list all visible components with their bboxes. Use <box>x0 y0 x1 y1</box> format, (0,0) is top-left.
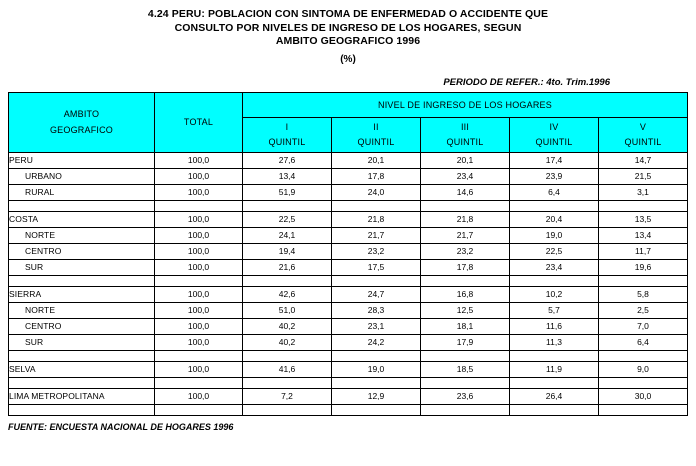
spacer-cell <box>155 200 243 211</box>
header-quintil-1-label: QUINTIL <box>268 136 306 147</box>
table-row <box>9 361 688 377</box>
row-label: SIERRA <box>9 286 155 302</box>
header-quintil-5-label: QUINTIL <box>624 136 662 147</box>
header-quintil-2-label: QUINTIL <box>357 136 395 147</box>
row-total: 100,0 <box>155 168 243 184</box>
row-quintil-2: 24,7 <box>332 286 421 302</box>
row-quintil-4: 11,3 <box>510 334 599 350</box>
row-quintil-1: 41,6 <box>243 361 332 377</box>
spacer-cell <box>243 200 332 211</box>
row-quintil-4: 11,9 <box>510 361 599 377</box>
row-quintil-1: 40,2 <box>243 318 332 334</box>
spacer-cell <box>510 377 599 388</box>
row-label: SUR <box>9 334 155 350</box>
row-total: 100,0 <box>155 334 243 350</box>
table-row <box>9 243 688 259</box>
table-row <box>9 184 688 200</box>
spacer-cell <box>155 275 243 286</box>
spacer-cell <box>9 200 155 211</box>
header-quintil-1 <box>243 117 332 152</box>
row-quintil-5: 9,0 <box>599 361 688 377</box>
row-quintil-4: 6,4 <box>510 184 599 200</box>
row-quintil-2: 21,7 <box>332 227 421 243</box>
row-quintil-4: 19,0 <box>510 227 599 243</box>
spacer-cell <box>510 350 599 361</box>
row-label: LIMA METROPOLITANA <box>9 388 155 404</box>
source-note: FUENTE: ENCUESTA NACIONAL DE HOGARES 1996 <box>8 421 234 432</box>
row-quintil-4: 23,4 <box>510 259 599 275</box>
row-quintil-5: 13,4 <box>599 227 688 243</box>
row-total: 100,0 <box>155 227 243 243</box>
title-line-1: 4.24 PERU: POBLACION CON SINTOMA DE ENFERMEDAD O ACCIDENTE QUE <box>147 8 549 20</box>
header-quintil-4 <box>510 117 599 152</box>
header-quintil-3 <box>421 117 510 152</box>
title-unit: (%) <box>340 53 356 65</box>
row-quintil-1: 51,0 <box>243 302 332 318</box>
row-quintil-2: 17,8 <box>332 168 421 184</box>
row-quintil-2: 17,5 <box>332 259 421 275</box>
spacer-cell <box>9 404 155 415</box>
spacer-cell <box>510 275 599 286</box>
spacer-cell <box>599 200 688 211</box>
row-total: 100,0 <box>155 286 243 302</box>
row-quintil-3: 23,2 <box>421 243 510 259</box>
row-quintil-2: 24,2 <box>332 334 421 350</box>
spacer-cell <box>155 404 243 415</box>
table-spacer-row <box>9 275 688 286</box>
header-quintil-5 <box>599 117 688 152</box>
spacer-cell <box>9 275 155 286</box>
row-quintil-4: 20,4 <box>510 211 599 227</box>
table-spacer-row <box>9 404 688 415</box>
row-label: SELVA <box>9 361 155 377</box>
row-quintil-3: 21,7 <box>421 227 510 243</box>
header-total: TOTAL <box>155 92 243 152</box>
table-row <box>9 227 688 243</box>
table-row <box>9 211 688 227</box>
row-quintil-1: 19,4 <box>243 243 332 259</box>
table-body <box>9 152 688 415</box>
spacer-cell <box>155 350 243 361</box>
table-row <box>9 388 688 404</box>
spacer-cell <box>599 404 688 415</box>
row-total: 100,0 <box>155 361 243 377</box>
row-quintil-1: 21,6 <box>243 259 332 275</box>
row-quintil-3: 20,1 <box>421 152 510 168</box>
row-quintil-1: 22,5 <box>243 211 332 227</box>
spacer-cell <box>599 350 688 361</box>
period-note: PERIODO DE REFER.: 4to. Trim.1996 <box>443 76 610 88</box>
spacer-cell <box>421 200 510 211</box>
spacer-cell <box>332 404 421 415</box>
row-quintil-5: 3,1 <box>599 184 688 200</box>
row-label: CENTRO <box>9 318 155 334</box>
row-total: 100,0 <box>155 259 243 275</box>
header-ambito-line2: GEOGRAFICO <box>49 125 113 135</box>
row-quintil-5: 5,8 <box>599 286 688 302</box>
row-quintil-4: 23,9 <box>510 168 599 184</box>
row-quintil-5: 2,5 <box>599 302 688 318</box>
row-quintil-2: 23,1 <box>332 318 421 334</box>
row-quintil-2: 19,0 <box>332 361 421 377</box>
header-quintil-4-roman: IV <box>549 121 559 132</box>
table-row <box>9 168 688 184</box>
row-quintil-2: 20,1 <box>332 152 421 168</box>
table-spacer-row <box>9 350 688 361</box>
row-quintil-2: 12,9 <box>332 388 421 404</box>
row-quintil-5: 13,5 <box>599 211 688 227</box>
table-spacer-row <box>9 200 688 211</box>
row-quintil-5: 7,0 <box>599 318 688 334</box>
spacer-cell <box>510 404 599 415</box>
spacer-cell <box>599 377 688 388</box>
row-quintil-5: 21,5 <box>599 168 688 184</box>
table-row <box>9 152 688 168</box>
row-quintil-2: 28,3 <box>332 302 421 318</box>
row-quintil-3: 16,8 <box>421 286 510 302</box>
row-label: CENTRO <box>9 243 155 259</box>
header-quintil-5-roman: V <box>639 121 647 132</box>
table-spacer-row <box>9 377 688 388</box>
row-quintil-4: 11,6 <box>510 318 599 334</box>
row-quintil-5: 30,0 <box>599 388 688 404</box>
table-row <box>9 334 688 350</box>
spacer-cell <box>243 275 332 286</box>
spacer-cell <box>332 200 421 211</box>
header-quintil-2-roman: II <box>373 121 379 132</box>
row-quintil-3: 17,9 <box>421 334 510 350</box>
spacer-cell <box>332 377 421 388</box>
row-quintil-3: 18,1 <box>421 318 510 334</box>
row-quintil-3: 21,8 <box>421 211 510 227</box>
row-quintil-1: 24,1 <box>243 227 332 243</box>
title-block <box>8 0 688 68</box>
row-quintil-1: 40,2 <box>243 334 332 350</box>
row-quintil-4: 17,4 <box>510 152 599 168</box>
row-total: 100,0 <box>155 318 243 334</box>
header-nivel-ingreso: NIVEL DE INGRESO DE LOS HOGARES <box>243 92 688 117</box>
row-quintil-3: 23,6 <box>421 388 510 404</box>
row-quintil-4: 5,7 <box>510 302 599 318</box>
table-row <box>9 318 688 334</box>
header-quintil-1-roman: I <box>285 121 289 132</box>
row-quintil-1: 27,6 <box>243 152 332 168</box>
header-ambito-line1: AMBITO <box>63 109 100 119</box>
row-quintil-3: 23,4 <box>421 168 510 184</box>
row-total: 100,0 <box>155 184 243 200</box>
row-quintil-1: 51,9 <box>243 184 332 200</box>
spacer-cell <box>599 275 688 286</box>
title-line-2: CONSULTO POR NIVELES DE INGRESO DE LOS HOGARES, SEGUN <box>174 21 522 34</box>
header-quintil-2 <box>332 117 421 152</box>
row-quintil-3: 14,6 <box>421 184 510 200</box>
spacer-cell <box>332 275 421 286</box>
row-quintil-4: 22,5 <box>510 243 599 259</box>
row-quintil-1: 13,4 <box>243 168 332 184</box>
row-quintil-5: 11,7 <box>599 243 688 259</box>
spacer-cell <box>510 200 599 211</box>
row-quintil-5: 14,7 <box>599 152 688 168</box>
table-row <box>9 286 688 302</box>
spacer-cell <box>9 377 155 388</box>
spacer-cell <box>9 350 155 361</box>
row-total: 100,0 <box>155 302 243 318</box>
spacer-cell <box>332 350 421 361</box>
table-header <box>9 92 688 152</box>
row-quintil-5: 19,6 <box>599 259 688 275</box>
row-quintil-3: 18,5 <box>421 361 510 377</box>
spacer-cell <box>421 377 510 388</box>
row-total: 100,0 <box>155 388 243 404</box>
row-quintil-2: 21,8 <box>332 211 421 227</box>
row-label: COSTA <box>9 211 155 227</box>
row-label: NORTE <box>9 227 155 243</box>
title-line-3: AMBITO GEOGRAFICO 1996 <box>275 35 421 47</box>
row-quintil-3: 17,8 <box>421 259 510 275</box>
row-label: URBANO <box>9 168 155 184</box>
header-quintil-3-label: QUINTIL <box>446 136 484 147</box>
row-quintil-1: 7,2 <box>243 388 332 404</box>
spacer-cell <box>155 377 243 388</box>
row-quintil-5: 6,4 <box>599 334 688 350</box>
row-quintil-1: 42,6 <box>243 286 332 302</box>
row-quintil-2: 24,0 <box>332 184 421 200</box>
row-quintil-2: 23,2 <box>332 243 421 259</box>
spacer-cell <box>243 404 332 415</box>
header-quintil-3-roman: III <box>460 121 470 132</box>
row-quintil-4: 26,4 <box>510 388 599 404</box>
row-quintil-3: 12,5 <box>421 302 510 318</box>
row-total: 100,0 <box>155 152 243 168</box>
row-quintil-4: 10,2 <box>510 286 599 302</box>
row-label: RURAL <box>9 184 155 200</box>
row-total: 100,0 <box>155 211 243 227</box>
spacer-cell <box>243 377 332 388</box>
spacer-cell <box>243 350 332 361</box>
row-total: 100,0 <box>155 243 243 259</box>
spacer-cell <box>421 404 510 415</box>
header-quintil-4-label: QUINTIL <box>535 136 573 147</box>
row-label: SUR <box>9 259 155 275</box>
table-row <box>9 259 688 275</box>
row-label: PERU <box>9 152 155 168</box>
row-label: NORTE <box>9 302 155 318</box>
data-table <box>8 92 688 416</box>
spacer-cell <box>421 350 510 361</box>
header-ambito <box>9 92 155 152</box>
table-row <box>9 302 688 318</box>
spacer-cell <box>421 275 510 286</box>
